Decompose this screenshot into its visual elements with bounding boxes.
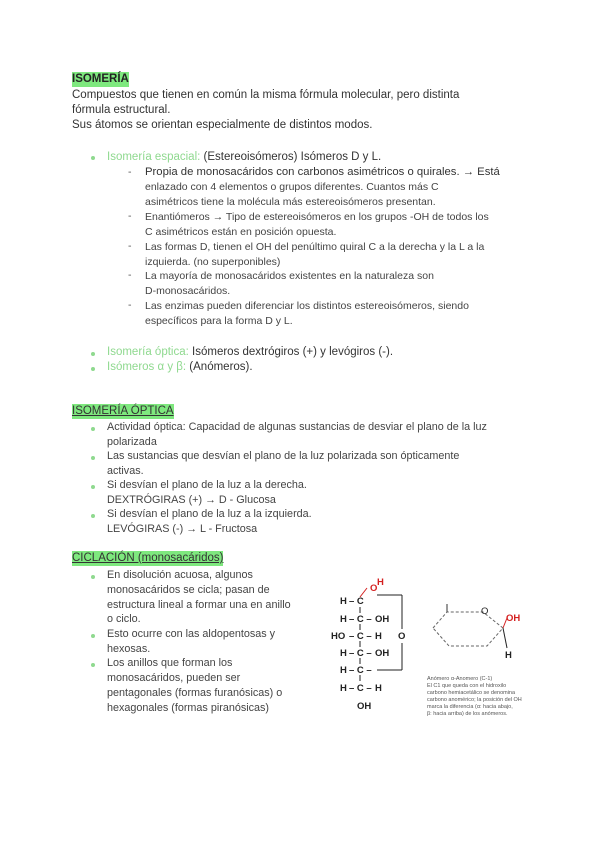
list-item-line: monosacáridos, pueden ser — [107, 672, 241, 684]
fischer-row-bond: – C – — [349, 648, 372, 659]
bullet-icon — [91, 634, 95, 638]
fischer-row-bond: – C — [349, 596, 364, 607]
list-item-espacial — [107, 150, 381, 165]
section-title-isomeria-optica: ISOMERÍA ÓPTICA — [72, 405, 174, 417]
bullet-icon — [91, 575, 95, 579]
ring-oh: OH — [506, 613, 521, 624]
ring-h: H — [505, 650, 512, 661]
list-item-alfabeta — [107, 360, 253, 375]
intro-line: fórmula estructural. — [72, 104, 171, 116]
fischer-row-bond: – C – — [349, 631, 372, 642]
fischer-ring-o: O — [398, 631, 406, 642]
list-item-line: Si desvían el plano de la luz a la derecha. — [107, 479, 307, 491]
fischer-row-bond: – C – — [349, 665, 372, 676]
fischer-row-left: H — [340, 596, 347, 607]
subitem-line: específicos para la forma D y L. — [145, 315, 293, 327]
subitem-line: D-monosacáridos. — [145, 285, 231, 297]
fischer-top-h: H — [377, 577, 384, 588]
list-item-line: pentagonales (formas furanósicas) o — [107, 687, 283, 699]
list-item-line: activas. — [107, 465, 144, 477]
list-item-line: polarizada — [107, 436, 157, 448]
intro-line: Compuestos que tienen en común la misma fórmula molecular, pero distinta — [72, 89, 460, 101]
fischer-bonds — [355, 585, 410, 685]
subitem-line: Las enzimas pueden diferenciar los distintos estereoisómeros, siendo — [145, 300, 469, 312]
bullet-icon — [91, 367, 95, 371]
section-title-isomeria: ISOMERÍA — [72, 73, 129, 85]
term-espacial-desc: (Estereoisómeros) Isómeros D y L. — [203, 151, 382, 163]
list-item-line: Los anillos que forman los — [107, 657, 233, 669]
fischer-row-right: H — [375, 683, 382, 694]
term-optica: Isomería óptica: — [107, 346, 189, 358]
fischer-top-o: O — [370, 583, 378, 594]
fischer-row-right: OH — [375, 648, 390, 659]
fischer-row-left: H — [340, 683, 347, 694]
intro-line: Sus átomos se orientan especialmente de distintos modos. — [72, 119, 373, 131]
fischer-row-left: H — [340, 665, 347, 676]
list-item-line: Actividad óptica: Capacidad de algunas sustancias de desviar el plano de la luz — [107, 421, 487, 433]
term-alfabeta-desc: (Anómeros). — [189, 361, 253, 373]
list-item-optica — [107, 345, 393, 360]
fischer-bottom: OH — [357, 701, 372, 712]
term-espacial: Isomería espacial: — [107, 151, 201, 163]
list-item-line: monosacáridos se cicla; pasan de — [107, 584, 270, 596]
subitem-line: C asimétricos están en posición opuesta. — [145, 226, 337, 238]
term-optica-desc: Isómeros dextrógiros (+) y levógiros (-). — [192, 346, 394, 358]
bullet-icon — [91, 427, 95, 431]
subitem-line: La mayoría de monosacáridos existentes en la naturaleza son — [145, 270, 434, 282]
subitem-line: enlazado con 4 elementos o grupos diferentes. Cuantos más C — [145, 181, 439, 193]
term-alfabeta: Isómeros α y β: — [107, 361, 187, 373]
subitem-line: Las formas D, tienen el OH del penúltimo quiral C a la derecha y la L a la — [145, 241, 485, 253]
document-page: ISOMERÍA Compuestos que tienen en común la misma fórmula molecular, pero distinta fórmula estructural. Sus átomos se orientan especialmente de distintos modos. Isomería espacial: (Estereoisómeros) Isómeros D y L. - Propia de monosacáridos con carbonos asimétricos o quirales. → Está enlazado con 4 elementos o grupos diferentes. Cuantos más C asimétricos tiene la molécula más estereoisómeros presentan. - Enantiómeros → Tipo de estereoisómeros en los grupos -OH de todos los C asimétricos están en posición opuesta. - Las formas D, tienen el OH del penúltimo quiral C a la derecha y la L a la izquierda. (no superponibles) - La mayoría de monosacáridos existentes en la naturaleza son D-monosacáridos. - Las enzimas pueden diferenciar los distintos estereoisómeros, siendo específicos para la forma D y L. Isomería óptica: Isómeros dextrógiros (+) y levógiros (-). Isómeros α y β: (Anómeros). ISOMERÍA ÓPTICA Actividad óptica: Capacidad de algunas sustancias de desviar el plano de la luz polarizada Las sustancias que desvían el plano de la luz polarizada son ópticamente activas. Si desvían el plano de la luz a la derecha. DEXTRÓGIRAS (+) → D - Glucosa Si desvían el plano de la luz a la izquierda. LEVÓGIRAS (-) → L - Fructosa CICLACIÓN (monosacáridos) En disolución acuosa, algunos monosacáridos se cicla; pasan de estructura lineal a formar una en anillo o ciclo. Esto ocurre con las aldopentosas y hexosas. Los anillos que forman los monosacáridos, pueden ser pentagonales (formas furanósicas) o hexagonales (formas piranósicas) H O H – C H – C – OH HO – C – H O H – C – OH H – C – H – C – H OH O OH H Anómero α-Anomero (C-1) El C1 que queda con el hidroxilo carbono hemiacetálico se denomina carbono anomérico; la posición del OH marca la diferencia (α: hacia abajo, β: hacia arriba) de los anómeros. — [72, 73, 522, 717]
list-item-line: o ciclo. — [107, 613, 141, 625]
subitem-line: asimétricos tiene la molécula más estereoisómeros presentan. — [145, 196, 436, 208]
fischer-row-right: OH — [375, 614, 390, 625]
list-item-line: Si desvían el plano de la luz a la izquierda. — [107, 508, 312, 520]
list-item-line: Las sustancias que desvían el plano de la luz polarizada son ópticamente — [107, 450, 460, 462]
subitem-line: Enantiómeros → Tipo de estereoisómeros en los grupos -OH de todos los — [145, 211, 489, 223]
section-title-ciclacion: CICLACIÓN (monosacáridos) — [72, 552, 224, 564]
list-item-line: Esto ocurre con las aldopentosas y — [107, 628, 276, 640]
bullet-icon — [91, 352, 95, 356]
bullet-icon — [91, 663, 95, 667]
ring-o: O — [481, 606, 489, 617]
bullet-icon — [91, 485, 95, 489]
list-item-line: DEXTRÓGIRAS (+) → D - Glucosa — [107, 494, 276, 506]
fischer-row-left: H — [340, 648, 347, 659]
subitem-line: izquierda. (no superponibles) — [145, 256, 281, 268]
subitem-line: Propia de monosacáridos con carbonos asimétricos o quirales. → Está — [145, 166, 500, 178]
list-item-line: hexagonales (formas piranósicas) — [107, 702, 270, 714]
bullet-icon — [91, 156, 95, 160]
list-item-line: estructura lineal a formar una en anillo — [107, 599, 291, 611]
bullet-icon — [91, 514, 95, 518]
fischer-row-bond: – C – — [349, 683, 372, 694]
list-item-line: En disolución acuosa, algunos — [107, 569, 253, 581]
fischer-row-left: HO — [331, 631, 346, 642]
fischer-row-bond: – C – — [349, 614, 372, 625]
fischer-row-left: H — [340, 614, 347, 625]
bullet-icon — [91, 456, 95, 460]
fischer-row-right: H — [375, 631, 382, 642]
list-item-line: LEVÓGIRAS (-) → L - Fructosa — [107, 523, 258, 535]
list-item-line: hexosas. — [107, 643, 151, 655]
